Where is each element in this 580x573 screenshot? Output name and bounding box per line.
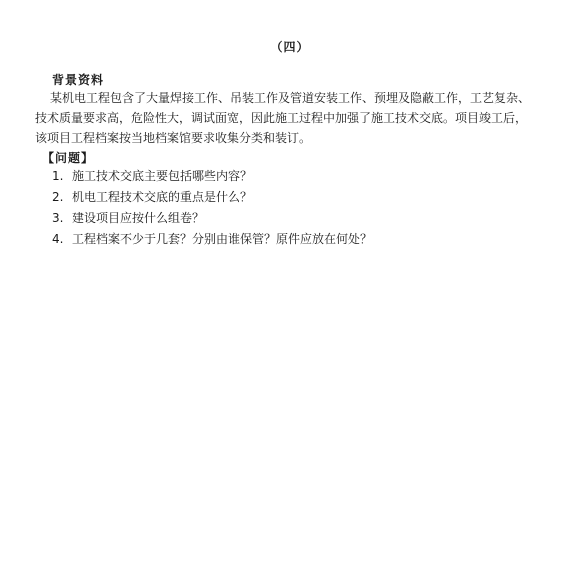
background-line: 某机电工程包含了大量焊接工作、吊装工作及管道安装工作、预埋及隐蔽工作，工艺复杂、 — [50, 91, 531, 105]
question-item — [52, 208, 372, 229]
section-title: （四） — [270, 40, 310, 54]
background-paragraph — [35, 88, 553, 148]
background-line: 技术质量要求高，危险性大，调试面宽，因此施工过程中加强了施工技术交底。项目竣工后， — [35, 111, 528, 125]
background-heading: 背景资料 — [52, 73, 105, 87]
question-number: 3. — [52, 211, 64, 225]
question-text: 建设项目应按什么组卷？ — [72, 211, 205, 225]
questions-list — [52, 166, 372, 250]
question-number: 1. — [52, 169, 64, 183]
question-number: 4. — [52, 232, 64, 246]
question-number: 2. — [52, 190, 64, 204]
question-text: 工程档案不少于几套？分别由谁保管？原件应放在何处？ — [72, 232, 373, 246]
question-text: 施工技术交底主要包括哪些内容？ — [72, 169, 253, 183]
background-line: 该项目工程档案按当地档案馆要求收集分类和装订。 — [35, 131, 312, 145]
question-item — [52, 229, 372, 250]
question-text: 机电工程技术交底的重点是什么？ — [72, 190, 253, 204]
question-item — [52, 166, 372, 187]
questions-heading: 【问题】 — [42, 151, 95, 165]
question-item — [52, 187, 372, 208]
